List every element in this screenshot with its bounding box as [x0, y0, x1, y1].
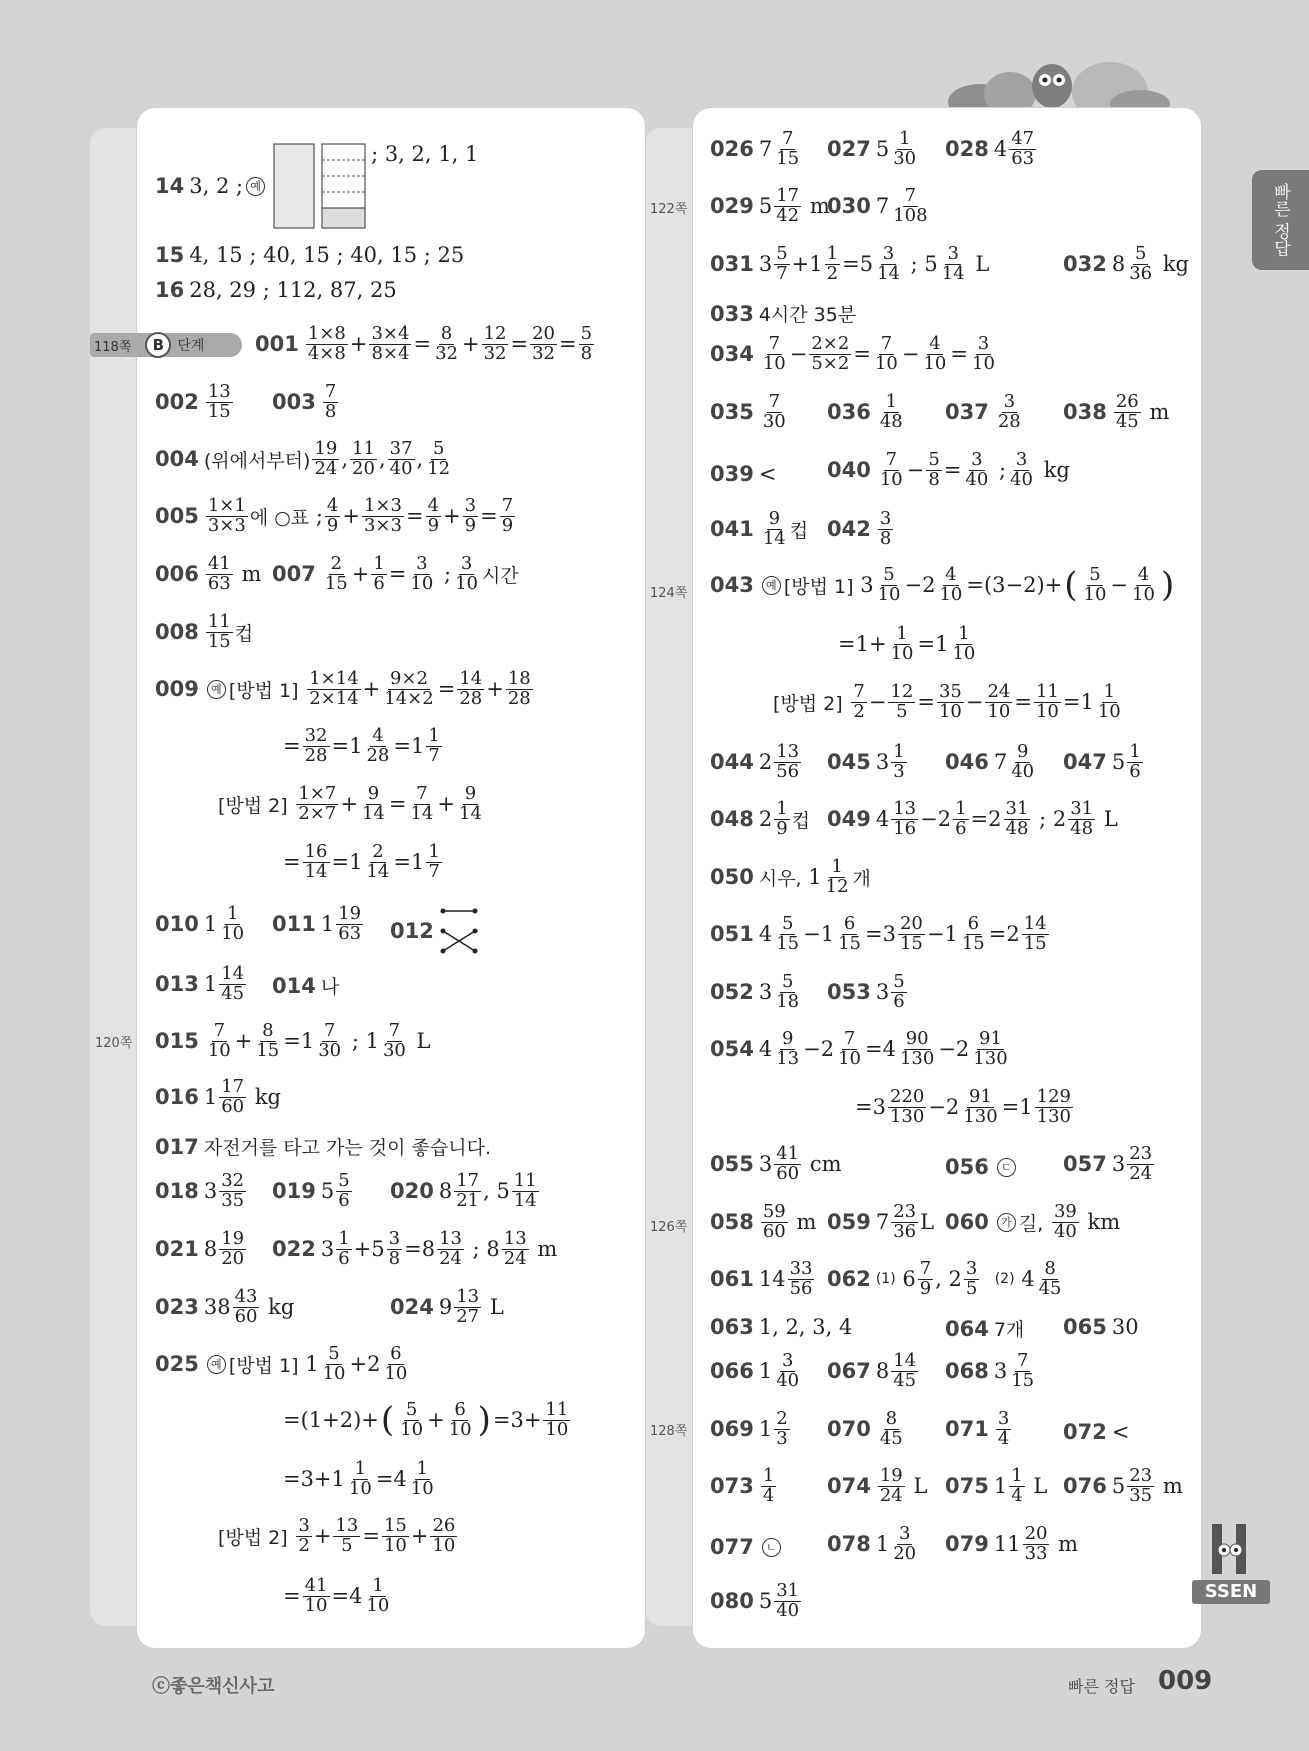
answer-041: 041 $\frac{9}{14}$ 컵	[710, 508, 809, 549]
answer-044: 044 2 $\frac{13}{56}$	[710, 741, 800, 782]
answer-025-line2: =(1+2)+ ( $\frac{5}{10}$ + $\frac{6}{10}$ ) =3+ $\frac{11}{10}$	[283, 1398, 569, 1440]
answer-073: 073 $\frac{1}{4}$	[710, 1465, 775, 1506]
answer-068: 068 3 $\frac{7}{15}$	[945, 1350, 1035, 1391]
answer-024: 024 9 $\frac{13}{27}$ L	[390, 1286, 504, 1327]
bar-diagram	[272, 142, 367, 230]
answer-027: 027 5 $\frac{1}{30}$	[827, 128, 917, 169]
answer-14: 14 3, 2 ; 예 ; 3, 2, 1, 1	[155, 142, 478, 230]
answer-003: 003 $\frac{7}{8}$	[272, 381, 337, 422]
step-b-tag: 118쪽 B 단계	[90, 333, 242, 357]
answer-038: 038 $\frac{26}{45}$ m	[1063, 391, 1170, 432]
answer-051: 051 4 $\frac{5}{15}$ −1 $\frac{6}{15}$ =3 $\frac{20}{15}$ −1 $\frac{6}{15}$ =2 $\frac{14}{15}$	[710, 913, 1047, 954]
answer-049: 049 4 $\frac{13}{16}$ −2 $\frac{1}{6}$ =2 $\frac{31}{48}$ ; 2 $\frac{31}{48}$ L	[827, 798, 1118, 839]
answer-076: 076 5 $\frac{23}{35}$ m	[1063, 1465, 1183, 1506]
answer-069: 069 1 $\frac{2}{3}$	[710, 1408, 788, 1449]
answer-053: 053 3 $\frac{5}{6}$	[827, 971, 905, 1012]
answer-054-line1: 054 4 $\frac{9}{13}$ −2 $\frac{7}{10}$ =4 $\frac{90}{130}$ −2 $\frac{91}{130}$	[710, 1028, 1008, 1069]
answer-025-line4: [방법 2] $\frac{3}{2}$ + $\frac{13}{5}$ = $\frac{15}{10}$ + $\frac{26}{10}$	[218, 1515, 456, 1556]
answer-075: 075 1 $\frac{1}{4}$ L	[945, 1465, 1048, 1506]
answer-013: 013 1 $\frac{14}{45}$	[155, 963, 245, 1004]
answer-080: 080 5 $\frac{31}{40}$	[710, 1580, 800, 1621]
answer-15: 15 4, 15 ; 40, 15 ; 40, 15 ; 25	[155, 243, 465, 267]
answer-012: 012	[390, 905, 479, 957]
answer-009-line2: = $\frac{32}{28}$ =1 $\frac{4}{28}$ =1 $\frac{1}{7}$	[283, 725, 440, 766]
answer-022: 022 3 $\frac{1}{6}$ +5 $\frac{3}{8}$ =8 $\frac{13}{24}$ ; 8 $\frac{13}{24}$ m	[272, 1228, 558, 1269]
answer-043-line1: 043 예 [방법 1] 3 $\frac{5}{10}$ −2 $\frac{4}{10}$ =(3−2)+ ( $\frac{5}{10}$ − $\frac{4}{10}$ )	[710, 563, 1175, 605]
answer-025-line3: =3+1 $\frac{1}{10}$ =4 $\frac{1}{10}$	[283, 1458, 434, 1499]
answer-043-line2: =1+ $\frac{1}{10}$ =1 $\frac{1}{10}$	[838, 623, 976, 664]
mascot-icon	[1200, 1520, 1260, 1580]
answer-060: 060 가 길, $\frac{39}{40}$ km	[945, 1201, 1121, 1242]
page-marker-122: 122쪽	[650, 202, 688, 217]
answer-005: 005 $\frac{1\times 1}{3\times 3}$ 에 ○표 ; $\frac{4}{9}$ + $\frac{1\times 3}{3\times 3}$ = $\frac{4}{9}$ + $\frac{3}{9}$ = $\frac{7}{9}$	[155, 495, 514, 536]
answer-079: 079 11 $\frac{20}{33}$ m	[945, 1523, 1079, 1564]
answer-058: 058 $\frac{59}{60}$ m	[710, 1201, 817, 1242]
answer-066: 066 1 $\frac{3}{40}$	[710, 1350, 800, 1391]
answer-048: 048 2 $\frac{1}{9}$ 컵	[710, 798, 811, 839]
answer-009-line3: [방법 2] $\frac{1\times 7}{2\times 7}$ + $\frac{9}{14}$ = $\frac{7}{14}$ + $\frac{9}{14}$	[218, 783, 482, 824]
answer-057: 057 3 $\frac{23}{24}$	[1063, 1143, 1153, 1184]
answer-007: 007 $\frac{2}{15}$ + $\frac{1}{6}$ = $\frac{3}{10}$ ; $\frac{3}{10}$ 시간	[272, 553, 519, 594]
page-marker-124: 124쪽	[650, 586, 688, 601]
answer-019: 019 5 $\frac{5}{6}$	[272, 1170, 350, 1211]
answer-065: 065 30	[1063, 1315, 1139, 1339]
answer-050: 050 시우, 1 $\frac{1}{12}$ 개	[710, 856, 871, 897]
answer-039: 039 <	[710, 462, 777, 486]
answer-015: 015 $\frac{7}{10}$ + $\frac{8}{15}$ =1 $\frac{7}{30}$ ; 1 $\frac{7}{30}$ L	[155, 1020, 431, 1061]
answer-042: 042 $\frac{3}{8}$	[827, 508, 892, 549]
answer-001: 001 $\frac{1\times 8}{4\times 8}$ + $\frac{3\times 4}{8\times 4}$ = $\frac{8}{32}$ + $\frac{12}{32}$ = $\frac{20}{32}$ = $\frac{5}{8}$	[255, 323, 593, 364]
answer-035: 035 $\frac{7}{30}$	[710, 391, 786, 432]
answer-054-line2: =3 $\frac{220}{130}$ −2 $\frac{91}{130}$ =1 $\frac{129}{130}$	[855, 1086, 1071, 1127]
answer-037: 037 $\frac{3}{28}$	[945, 391, 1021, 432]
answer-028: 028 4 $\frac{47}{63}$	[945, 128, 1035, 169]
answer-040: 040 $\frac{7}{10}$ − $\frac{5}{8}$ = $\frac{3}{40}$ ; $\frac{3}{40}$ kg	[827, 449, 1070, 490]
answer-052: 052 3 $\frac{5}{18}$	[710, 971, 800, 1012]
answer-074: 074 $\frac{19}{24}$ L	[827, 1465, 928, 1506]
answer-006: 006 $\frac{41}{63}$ m	[155, 553, 262, 594]
brand-label: SSEN	[1192, 1580, 1270, 1604]
answer-062: 062 (1) 6 $\frac{7}{9}$ , 2 $\frac{3}{5}$ (2) 4 $\frac{8}{45}$	[827, 1258, 1062, 1299]
publisher-footer: ⓒ좋은책신사고	[152, 1676, 275, 1697]
answer-070: 070 $\frac{8}{45}$	[827, 1408, 903, 1449]
answer-043-line3: [방법 2] $\frac{7}{2}$ − $\frac{12}{5}$ = $\frac{35}{10}$ − $\frac{24}{10}$ = $\frac{11}{10}$ =1 $\frac{1}{10}$	[773, 681, 1121, 722]
answer-072: 072 <	[1063, 1420, 1130, 1444]
answer-023: 023 38 $\frac{43}{60}$ kg	[155, 1286, 295, 1327]
answer-010: 010 1 $\frac{1}{10}$	[155, 903, 245, 944]
answer-002: 002 $\frac{13}{15}$	[155, 381, 231, 422]
answer-056: 056 ㄷ	[945, 1155, 1019, 1179]
answer-034: 034 $\frac{7}{10}$ − $\frac{2\times 2}{5\times 2}$ = $\frac{7}{10}$ − $\frac{4}{10}$ = $\frac{3}{10}$	[710, 333, 995, 374]
answer-046: 046 7 $\frac{9}{40}$	[945, 741, 1035, 782]
answer-055: 055 3 $\frac{41}{60}$ cm	[710, 1143, 842, 1184]
answer-061: 061 14 $\frac{33}{56}$	[710, 1258, 813, 1299]
answer-064: 064 7개	[945, 1316, 1025, 1341]
answer-014: 014 나	[272, 973, 340, 998]
answer-030: 030 7 $\frac{7}{108}$	[827, 185, 928, 226]
quick-answer-side-tab[interactable]: 빠른 정답	[1252, 170, 1309, 270]
answer-036: 036 $\frac{1}{48}$	[827, 391, 903, 432]
answer-009-line1: 009 예 [방법 1] $\frac{1\times 14}{2\times 14}$ + $\frac{9\times 2}{14\times 2}$ = $\frac{14}{28}$ + $\frac{18}{28}$	[155, 668, 531, 709]
page-marker-128: 128쪽	[650, 1424, 688, 1439]
answer-063: 063 1, 2, 3, 4	[710, 1315, 853, 1339]
answer-059: 059 7 $\frac{23}{36}$ L	[827, 1201, 935, 1242]
answer-020: 020 8 $\frac{17}{21}$ , 5 $\frac{11}{14}$	[390, 1170, 537, 1211]
answer-025-line5: = $\frac{41}{10}$ =4 $\frac{1}{10}$	[283, 1575, 390, 1616]
answer-011: 011 1 $\frac{19}{63}$	[272, 903, 362, 944]
answer-018: 018 3 $\frac{32}{35}$	[155, 1170, 245, 1211]
page-marker-120: 120쪽	[95, 1036, 133, 1051]
answer-009-line4: = $\frac{16}{14}$ =1 $\frac{2}{14}$ =1 $\frac{1}{7}$	[283, 841, 440, 882]
answer-077: 077 ㄴ	[710, 1535, 784, 1559]
matching-lines-diagram	[439, 905, 479, 957]
ssen-logo	[1192, 1520, 1270, 1610]
answer-032: 032 8 $\frac{5}{36}$ kg	[1063, 243, 1189, 284]
answer-071: 071 $\frac{3}{4}$	[945, 1408, 1010, 1449]
page-number: 009	[1158, 1666, 1213, 1696]
section-footer: 빠른 정답	[1068, 1677, 1135, 1696]
answer-16: 16 28, 29 ; 112, 87, 25	[155, 278, 397, 302]
answer-004: 004 (위에서부터) $\frac{19}{24}$ , $\frac{11}{20}$ , $\frac{37}{40}$ , $\frac{5}{12}$	[155, 438, 451, 479]
answer-021: 021 8 $\frac{19}{20}$	[155, 1228, 245, 1269]
answer-016: 016 1 $\frac{17}{60}$ kg	[155, 1076, 281, 1117]
answer-008: 008 $\frac{11}{15}$ 컵	[155, 611, 254, 652]
answer-067: 067 8 $\frac{14}{45}$	[827, 1350, 917, 1391]
page-marker-126: 126쪽	[650, 1220, 688, 1235]
answer-017: 017 자전거를 타고 가는 것이 좋습니다.	[155, 1134, 491, 1159]
answer-078: 078 1 $\frac{3}{20}$	[827, 1523, 917, 1564]
answer-029: 029 5 $\frac{17}{42}$ m	[710, 185, 830, 226]
answer-031: 031 3 $\frac{5}{7}$ +1 $\frac{1}{2}$ =5 $\frac{3}{14}$ ; 5 $\frac{3}{14}$ L	[710, 243, 990, 284]
answer-025-line1: 025 예 [방법 1] 1 $\frac{5}{10}$ +2 $\frac{6}{10}$	[155, 1343, 408, 1384]
answer-047: 047 5 $\frac{1}{6}$	[1063, 741, 1141, 782]
answer-026: 026 7 $\frac{7}{15}$	[710, 128, 800, 169]
answer-033: 033 4시간 35분	[710, 301, 857, 326]
answer-045: 045 3 $\frac{1}{3}$	[827, 741, 905, 782]
cloud-owl-decoration	[940, 50, 1180, 112]
